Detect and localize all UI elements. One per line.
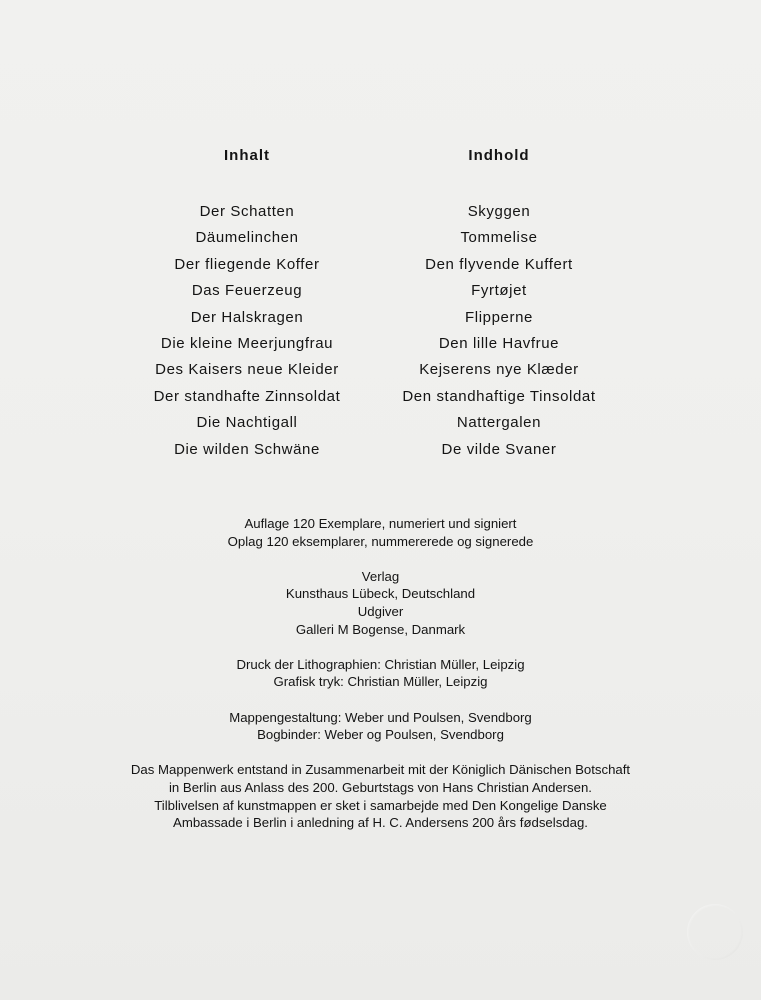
colophon-block bbox=[0, 515, 761, 849]
danish-title: Kejserens nye Klæder bbox=[419, 361, 579, 379]
danish-title: Skyggen bbox=[467, 203, 531, 220]
publisher-line: Galleri M Bogense, Danmark bbox=[295, 621, 466, 637]
edition-note bbox=[0, 515, 761, 550]
danish-title: Tommelise bbox=[460, 229, 538, 247]
german-contents-heading: Inhalt bbox=[224, 147, 270, 164]
printing-note bbox=[0, 656, 761, 691]
german-title: Die kleine Meerjungfrau bbox=[160, 334, 334, 352]
danish-title: Den standhaftige Tinsoldat bbox=[402, 387, 596, 405]
german-title: Das Feuerzeug bbox=[191, 282, 303, 300]
edition-line: Auflage 120 Exemplare, numeriert und signiert bbox=[244, 516, 517, 531]
danish-title: Den flyvende Kuffert bbox=[425, 255, 573, 273]
german-title: Der Schatten bbox=[199, 203, 295, 220]
german-title: Däumelinchen bbox=[195, 229, 299, 247]
german-title: Der fliegende Koffer bbox=[174, 255, 320, 273]
blind-stamp bbox=[687, 904, 743, 960]
danish-contents-column bbox=[349, 146, 649, 463]
collaboration-note bbox=[0, 761, 761, 831]
publisher-line: Verlag bbox=[361, 568, 400, 584]
danish-title: Nattergalen bbox=[456, 414, 542, 432]
danish-title: De vilde Svaner bbox=[441, 440, 557, 458]
german-title: Der standhafte Zinnsoldat bbox=[153, 387, 341, 405]
german-title: Der Halskragen bbox=[190, 308, 304, 326]
danish-title: Fyrtøjet bbox=[471, 282, 527, 300]
collaboration-line: Tilblivelsen af kunstmappen er sket i samarbejde med Den Kongelige Danske bbox=[154, 797, 607, 813]
publisher-line: Udgiver bbox=[357, 603, 404, 619]
german-title: Die wilden Schwäne bbox=[174, 440, 320, 458]
printing-line: Druck der Lithographien: Christian Müller, Leipzig bbox=[236, 656, 525, 672]
binding-note bbox=[0, 709, 761, 744]
publisher-line: Kunsthaus Lübeck, Deutschland bbox=[285, 586, 476, 602]
publisher-note bbox=[0, 568, 761, 638]
binding-line: Mappengestaltung: Weber und Poulsen, Svendborg bbox=[229, 709, 532, 725]
danish-title-list bbox=[349, 199, 649, 463]
german-title: Die Nachtigall bbox=[196, 414, 298, 432]
collaboration-line: Ambassade i Berlin i anledning af H. C. Andersens 200 års fødselsdag. bbox=[173, 815, 588, 831]
binding-line: Bogbinder: Weber og Poulsen, Svendborg bbox=[257, 727, 504, 743]
collaboration-line: Das Mappenwerk entstand in Zusammenarbeit mit der Königlich Dänischen Botschaft bbox=[130, 762, 631, 778]
printing-line: Grafisk tryk: Christian Müller, Leipzig bbox=[273, 674, 488, 690]
collaboration-line: in Berlin aus Anlass des 200. Geburtstags von Hans Christian Andersen. bbox=[169, 779, 592, 795]
edition-line: Oplag 120 eksemplarer, nummererede og signerede bbox=[227, 533, 534, 549]
danish-contents-heading: Indhold bbox=[468, 147, 530, 164]
danish-title: Den lille Havfrue bbox=[438, 334, 560, 352]
danish-title: Flipperne bbox=[465, 308, 533, 326]
german-title: Des Kaisers neue Kleider bbox=[155, 361, 339, 379]
